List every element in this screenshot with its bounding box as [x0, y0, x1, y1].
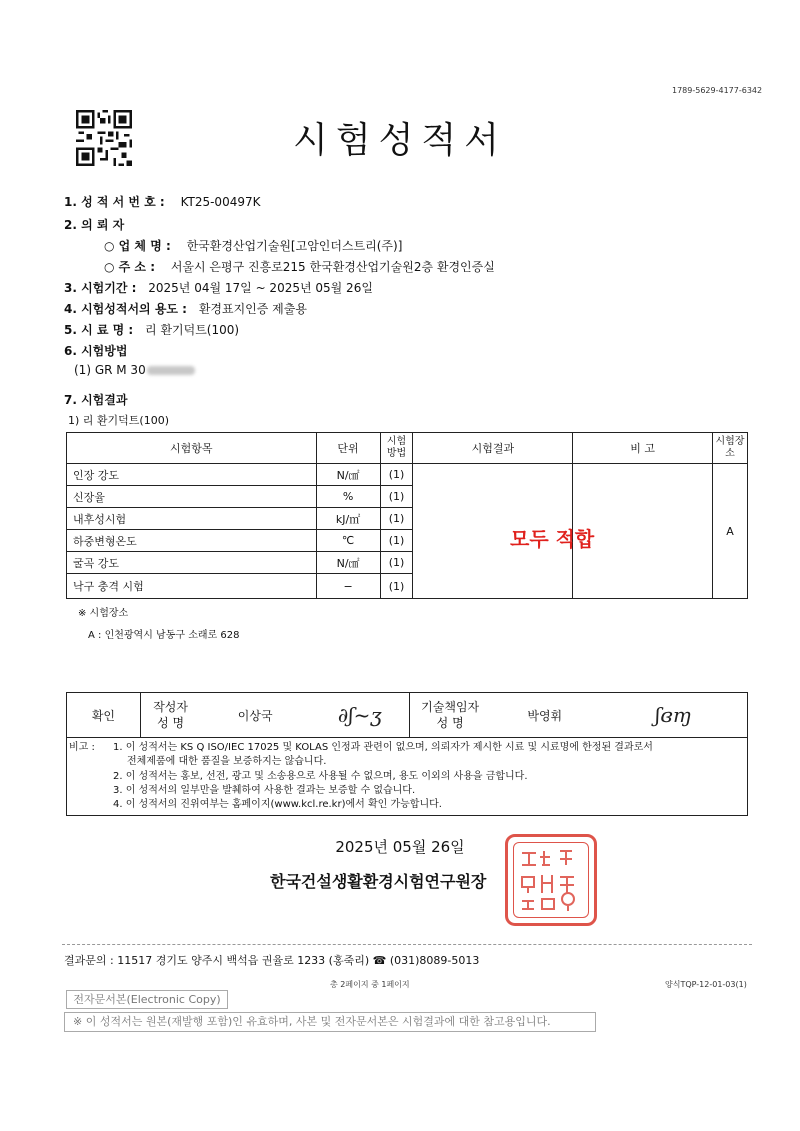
report-number-label: 1. 성 적 서 번 호 : [64, 195, 165, 209]
client-row [64, 216, 124, 233]
row-item: 신장율 [67, 486, 317, 508]
method-heading-row [64, 342, 127, 359]
row-unit: ℃ [316, 530, 380, 552]
period-row [64, 279, 373, 296]
signature-table [66, 692, 748, 738]
remark-4: 4. 이 성적서의 진위여부는 홈페이지(www.kcl.re.kr)에서 확인 가능합니다. [113, 799, 442, 810]
address-value: 서울시 은평구 진흥로215 한국환경산업기술원2층 환경인증실 [170, 260, 495, 274]
row-method: (1) [380, 464, 413, 486]
row-item: 인장 강도 [67, 464, 317, 486]
row-unit: % [316, 486, 380, 508]
remark-1b: 전체제품에 대한 품질을 보증하지는 않습니다. [127, 756, 327, 767]
row-method: (1) [380, 530, 413, 552]
writer-label [140, 693, 200, 738]
page-title: 시험성적서 [293, 120, 507, 161]
row-unit: N/㎠ [316, 464, 380, 486]
test-place-title: ※ 시험장소 [78, 608, 129, 619]
divider [62, 944, 752, 945]
address-label: ○ 주 소 : [104, 260, 155, 274]
method-label: 6. 시험방법 [64, 344, 128, 358]
period-label: 3. 시험기간 : [64, 281, 137, 295]
redacted-mark [147, 366, 195, 375]
company-value: 한국환경산업기술원[고암인더스트리(주)] [186, 239, 403, 253]
report-number-row [64, 193, 260, 210]
client-label: 2. 의 뢰 자 [64, 218, 125, 232]
method-value: (1) GR M 30 [74, 363, 146, 377]
location-cell: A [713, 464, 748, 599]
row-unit: − [316, 574, 380, 599]
document-number: 1789-5629-4177-6342 [672, 86, 763, 95]
table-header-row [67, 433, 748, 464]
header-remark: 비 고 [573, 433, 713, 464]
issue-date: 2025년 05월 26일 [335, 838, 465, 856]
remarks-box [66, 737, 748, 816]
period-value: 2025년 04월 17일 ~ 2025년 05월 26일 [148, 281, 373, 295]
issuing-organization: 한국건설생활환경시험연구원장 [270, 872, 487, 891]
writer-signature [310, 693, 410, 738]
verdict-overlay: 모두 적합 [510, 527, 595, 551]
results-table [66, 432, 748, 599]
contact-info: 결과문의 : 11517 경기도 양주시 백석읍 권율로 1233 (홍죽리) ☎ (031)8089-5013 [64, 954, 480, 967]
result-label: 7. 시험결과 [64, 393, 128, 407]
row-unit: kJ/㎡ [316, 508, 380, 530]
company-row [104, 237, 402, 254]
row-method: (1) [380, 486, 413, 508]
report-number-value: KT25-00497K [180, 195, 261, 209]
confirm-label: 확인 [67, 693, 141, 738]
remark-2: 2. 이 성적서는 홍보, 선전, 광고 및 소송용으로 사용될 수 없으며, 용도 이외의 사용을 금합니다. [113, 771, 528, 782]
row-method: (1) [380, 574, 413, 599]
table-row [67, 464, 748, 486]
sample-row [64, 321, 239, 338]
header-item: 시험항목 [67, 433, 317, 464]
row-item: 내후성시험 [67, 508, 317, 530]
purpose-value: 환경표지인증 제출용 [198, 302, 307, 316]
tech-label [410, 693, 490, 738]
remark-1a: 1. 이 성적서는 KS Q ISO/IEC 17025 및 KOLAS 인정과 관련이 없으며, 의뢰자가 제시한 시료 및 시료명에 한정된 결과로서 [113, 742, 653, 753]
copy-caution-notice: ※ 이 성적서는 원본(재발행 포함)인 유효하며, 사본 및 전자문서본은 시험결과에 대한 참고용입니다. [64, 1012, 596, 1032]
electronic-copy-stamp: 전자문서본(Electronic Copy) [66, 990, 228, 1009]
row-item: 낙구 충격 시험 [67, 574, 317, 599]
address-row [104, 258, 495, 275]
sample-value: 리 환기덕트(100) [145, 323, 240, 337]
writer-signature-mark: ∂ʃ~ʒ [337, 703, 382, 727]
row-item: 하중변형온도 [67, 530, 317, 552]
remark-3: 3. 이 성적서의 일부만을 발췌하여 사용한 결과는 보증할 수 없습니다. [113, 785, 416, 796]
remarks-label: 비고 : [69, 742, 95, 753]
tech-name: 박영휘 [490, 693, 600, 738]
sample-label: 5. 시 료 명 : [64, 323, 134, 337]
writer-label-line1: 작성자 [153, 700, 188, 714]
purpose-row [64, 300, 307, 317]
row-item: 굴곡 강도 [67, 552, 317, 574]
writer-label-line2: 성 명 [157, 716, 185, 730]
header-location: 시험장소 [713, 433, 748, 464]
purpose-label: 4. 시험성적서의 용도 : [64, 302, 187, 316]
header-unit: 단위 [316, 433, 380, 464]
official-seal-icon [505, 834, 597, 926]
header-method: 시험방법 [380, 433, 413, 464]
company-label: ○ 업 체 명 : [104, 239, 171, 253]
page-info: 총 2페이지 중 1페이지 [330, 980, 410, 989]
header-result: 시험결과 [413, 433, 573, 464]
form-number: 양식TQP-12-01-03(1) [665, 980, 747, 989]
row-method: (1) [380, 552, 413, 574]
result-heading-row [64, 391, 127, 408]
row-unit: N/㎠ [316, 552, 380, 574]
tech-signature-mark: ʃɞɱ [654, 703, 692, 727]
tech-label-line1: 기술책임자 [421, 700, 480, 714]
method-row [74, 363, 195, 377]
result-subtitle: 1) 리 환기덕트(100) [68, 414, 169, 427]
tech-signature [600, 693, 748, 738]
tech-label-line2: 성 명 [436, 716, 464, 730]
writer-name: 이상국 [200, 693, 310, 738]
test-place-a: A : 인천광역시 남동구 소래로 628 [88, 630, 240, 641]
row-method: (1) [380, 508, 413, 530]
